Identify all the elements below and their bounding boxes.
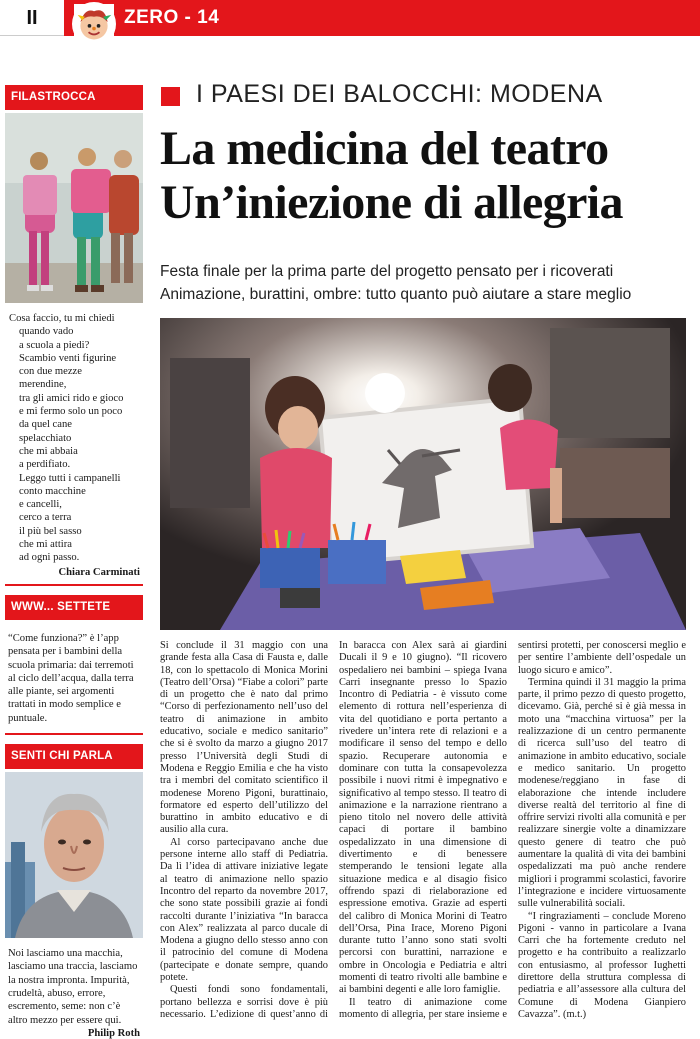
kicker-square (161, 87, 180, 106)
poem-line: quando vado (19, 326, 74, 338)
poem-line: il più bel sasso (19, 525, 82, 537)
poem-heading: FILASTROCCA (5, 85, 143, 110)
poem-line: conto macchine (19, 485, 86, 497)
poem-line: cerco a terra (19, 512, 72, 524)
article-paragraph: Il teatro di animazione come momento di allegria, per stare insieme e sentirsi protetti, per conoscersi meglio e per sentire l’ambiente dell’ospedale un luogo sicuro e amico”. (339, 640, 686, 1020)
article-paragraph: Questi fondi sono fondamentali, portano bellezza e sorrisi dove è più necessario. L’edizione di quest’anno di In baracca con Alex sarà ai giardini Ducali il 9 e 10 giugno). “Il ricovero ospedaliero nei bambini – spiega Ivana Carri insegnante presso lo Spazio Incontro di Pediatria - è vissuto come elemento di rottura nell’esperienza di vita del quotidiano e porta pertanto a rivedere un’intera rete di relazioni e a modificare il senso del tempo e dello spazio. Recuperare autonomia e dominare con tutta la consapevolezza possibile i nuovi ritmi è impegnativo e significativo al tempo stesso. Il teatro di animazione e la narrazione rientrano a pieno titolo nel novero delle attività capaci di portare il bambino ospedalizzato in una dimensione di divertimento e di benessere stemperando le tensioni legate alla situazione medica e al disagio fisico offrendo spazi di rielaborazione ed espressione emotiva. Grazie ad esperti del calibro di Monica Morini di Teatro dell’Orsa, Pina Irace, Moreno Pigoni durante tutto l’anno sono stati svolti percorsi con burattini, narrazione e ombre in Oncologia e Pediatria e altri momenti di teatro rivolti alle bambine e ai bambini degenti e alle loro famiglie. (160, 640, 507, 1020)
poem-line: a scuola a piedi? (19, 339, 90, 351)
child-face-logo-icon (74, 4, 114, 44)
poem-line: che mi attira (19, 539, 72, 551)
headline (160, 122, 695, 230)
subhead-line: Animazione, burattini, ombre: tutto quanto può aiutare a stare meglio (160, 286, 632, 303)
poem-line: Scambio venti figurine (19, 352, 117, 364)
poem-author: Chiara Carminati (58, 566, 140, 578)
headline-line: La medicina del teatro (160, 122, 609, 175)
poem-line: tra gli amici rido e gioco (19, 392, 124, 404)
poem-line: e cancelli, (19, 499, 62, 511)
kicker: I PAESI DEI BALOCCHI: MODENA (196, 80, 603, 108)
children-walking-photo (5, 113, 143, 303)
poem-line: spelacchiato (19, 432, 72, 444)
article-paragraph: “I ringraziamenti – conclude Moreno Pigoni - vanno in particolare a Ivana Carri che ha fortemente creduto nel progetto e ha contribuito a realizzarlo con entusiasmo, al professor Iughetti direttore della struttura complessa di pediatria e all’assessore alla cultura del Comune di Modena Gianpiero Cavazza”. (m.t.) (518, 910, 686, 1020)
poem-line: a perdifiato. (19, 459, 71, 471)
headline-line: Un’iniezione di allegria (160, 176, 623, 229)
children-with-backpacks-image (5, 113, 143, 303)
poem-line: merendine, (19, 379, 67, 391)
subhead-line: Festa finale per la prima parte del progetto pensato per i ricoverati (160, 263, 614, 280)
article-paragraph: Si conclude il 31 maggio con una grande festa alla Casa di Fausta e, dalle 18, con lo spettacolo di Monica Morini (Teatro dell’Orsa) “Fiabe a colori” parte di un progetto che è nato dal primo “Corso di perfezionamento nell’uso del teatro di animazione in ambito educativo, sociale e medico sanitario” che si è svolto da marzo a giugno 2017 presso l’Università degli Studi di Modena e Reggio Emilia e che ha visto tra i membri del comitato scientifico il modenese Moreno Pigoni, burattinaio, formatore ed esperto dell’utilizzo del burattino in ambito educativo e di ausilio alla cura. (160, 640, 328, 836)
section-logo (72, 2, 116, 46)
poem (5, 312, 143, 579)
poem-line: ad ogni passo. (19, 552, 80, 564)
senti-heading: SENTI CHI PARLA (5, 744, 143, 769)
subheadline (160, 260, 695, 306)
shadow-theatre-photo (160, 318, 686, 630)
section-title: ZERO - 14 (124, 7, 220, 28)
poem-line: da quel cane (19, 419, 72, 431)
article-body (160, 640, 686, 1024)
man-portrait-image (5, 772, 143, 938)
poem-line: con due mezze (19, 366, 82, 378)
poem-line: che mi abbaia (19, 445, 78, 457)
www-text: “Come funziona?” è l’app pensata per i bambini della scuola primaria: dai terremoti al ciclo dell’acqua, dalla terra alle piante, sei argomenti trattati in modo semplice e puntuale. (8, 632, 134, 724)
article-paragraph: Al corso partecipavano anche due persone interne allo staff di Pediatria. Da lì l’idea di attivare iniziative legate al teatro di animazione nello spazio Incontro del reparto da novembre 2017, che sono state possibili grazie ai fondi raccolti durante l’iniziativa “In baracca con Alex” realizzata al parco ducale di Modena a giugno dello stesso anno con il patrocinio del comune di Modena (partecipate e donate sempre, quando potete. (160, 836, 328, 984)
sidebar (5, 85, 143, 1039)
www-heading: WWW... SETTETE (5, 595, 143, 620)
article-photo (160, 318, 686, 630)
article-paragraph: Termina quindi il 31 maggio la prima parte, il primo pezzo di questo progetto, dicevamo. Già, perché si è già messa in moto una “macchina virtuosa” per la realizzazione di un centro permanente di ricerca sull’uso del teatro di animazione in ambito educativo, sociale e medico sanitario. Un progetto modenese/reggiano in fase di elaborazione che intende includere diverse realtà del territorio al fine di offrire servizi rivolti alla comunità e per realizzare sinergie volte a dinamizzare questo genere di teatro che può aumentare la qualità di vita dei bambini ospedalizzati ma può anche rendere migliori i programmi scolastici, favorire l’integrazione e incidere virtuosamente sulle vulnerabilità sociali. (518, 676, 686, 910)
divider (5, 733, 143, 735)
quote-author: Philip Roth (87, 1027, 140, 1039)
poem-line: e mi fermo solo un poco (19, 406, 123, 418)
page-number: II (0, 0, 64, 36)
poem-line: Leggo tutti i campanelli (19, 472, 121, 484)
poem-line: Cosa faccio, tu mi chiedi (9, 313, 115, 324)
quote-text: Noi lasciamo una macchia, lasciamo una traccia, lasciamo la nostra impronta. Impurità, crudeltà, abuso, errore, escremento, seme: non c’è altro mezzo per essere qui. (8, 948, 138, 1026)
divider (5, 584, 143, 586)
author-portrait-photo (5, 772, 143, 938)
